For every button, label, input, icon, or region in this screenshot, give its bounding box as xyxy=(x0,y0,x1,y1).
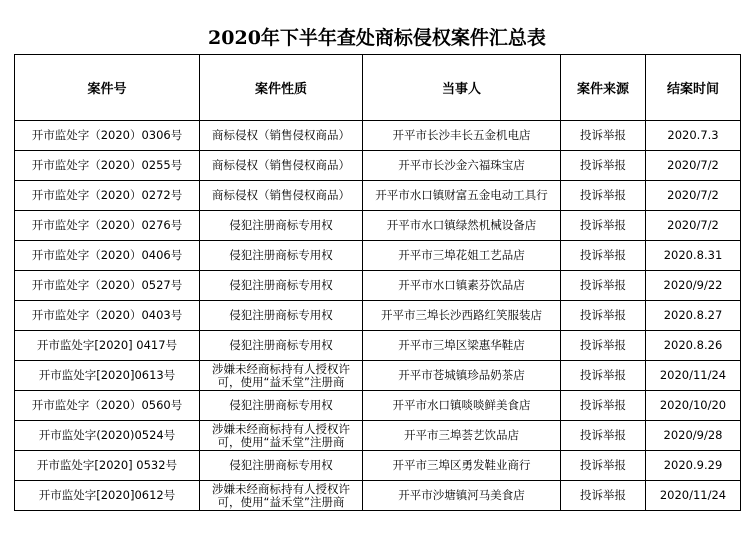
header-case-nature: 案件性质 xyxy=(200,55,363,121)
cell-case-nature: 侵犯注册商标专用权 xyxy=(200,241,363,271)
cell-close-date: 2020.8.26 xyxy=(646,331,741,361)
header-case-no: 案件号 xyxy=(15,55,200,121)
cell-case-no: 开市监处字（2020）0406号 xyxy=(15,241,200,271)
cell-case-no: 开市监处字（2020）0527号 xyxy=(15,271,200,301)
cell-case-source: 投诉举报 xyxy=(561,271,646,301)
cell-case-nature: 侵犯注册商标专用权 xyxy=(200,331,363,361)
cell-party: 开平市三埠区勇发鞋业商行 xyxy=(363,451,561,481)
cell-party: 开平市长沙丰长五金机电店 xyxy=(363,121,561,151)
cell-close-date: 2020/9/28 xyxy=(646,421,741,451)
cell-case-no: 开市监处字[2020] 0417号 xyxy=(15,331,200,361)
cell-case-nature: 涉嫌未经商标持有人授权许可，使用“益禾堂”注册商 xyxy=(200,421,363,451)
header-close-date: 结案时间 xyxy=(646,55,741,121)
table-row xyxy=(15,241,741,271)
cell-case-no: 开市监处字（2020）0276号 xyxy=(15,211,200,241)
cell-close-date: 2020/7/2 xyxy=(646,151,741,181)
cell-case-source: 投诉举报 xyxy=(561,361,646,391)
cell-party: 开平市水口镇素芬饮品店 xyxy=(363,271,561,301)
cell-case-no: 开市监处字（2020）0272号 xyxy=(15,181,200,211)
cell-case-source: 投诉举报 xyxy=(561,391,646,421)
cell-case-nature: 涉嫌未经商标持有人授权许可，使用“益禾堂”注册商 xyxy=(200,361,363,391)
cell-close-date: 2020.8.31 xyxy=(646,241,741,271)
cell-close-date: 2020/10/20 xyxy=(646,391,741,421)
cell-case-nature: 侵犯注册商标专用权 xyxy=(200,451,363,481)
case-summary-table xyxy=(14,54,741,511)
cell-case-source: 投诉举报 xyxy=(561,451,646,481)
cell-party: 开平市水口镇啖啖鲜美食店 xyxy=(363,391,561,421)
cell-case-no: 开市监处字(2020)0524号 xyxy=(15,421,200,451)
table-row xyxy=(15,181,741,211)
cell-case-nature: 商标侵权（销售侵权商品） xyxy=(200,151,363,181)
cell-case-nature: 侵犯注册商标专用权 xyxy=(200,301,363,331)
cell-party: 开平市长沙金六福珠宝店 xyxy=(363,151,561,181)
cell-close-date: 2020/7/2 xyxy=(646,211,741,241)
cell-close-date: 2020.8.27 xyxy=(646,301,741,331)
table-row xyxy=(15,391,741,421)
cell-party: 开平市水口镇绿然机械设备店 xyxy=(363,211,561,241)
table-row xyxy=(15,451,741,481)
table-row xyxy=(15,121,741,151)
table-row xyxy=(15,301,741,331)
table-row xyxy=(15,331,741,361)
table-row xyxy=(15,361,741,391)
table-row xyxy=(15,421,741,451)
cell-party: 开平市水口镇财富五金电动工具行 xyxy=(363,181,561,211)
cell-case-no: 开市监处字[2020]0613号 xyxy=(15,361,200,391)
cell-case-nature: 侵犯注册商标专用权 xyxy=(200,211,363,241)
header-case-source: 案件来源 xyxy=(561,55,646,121)
cell-close-date: 2020/7/2 xyxy=(646,181,741,211)
cell-close-date: 2020/9/22 xyxy=(646,271,741,301)
cell-case-source: 投诉举报 xyxy=(561,331,646,361)
cell-case-source: 投诉举报 xyxy=(561,241,646,271)
cell-case-no: 开市监处字（2020）0560号 xyxy=(15,391,200,421)
cell-party: 开平市三埠荟艺饮品店 xyxy=(363,421,561,451)
cell-close-date: 2020/11/24 xyxy=(646,481,741,511)
cell-case-no: 开市监处字[2020]0612号 xyxy=(15,481,200,511)
cell-case-nature: 涉嫌未经商标持有人授权许可，使用“益禾堂”注册商 xyxy=(200,481,363,511)
cell-case-source: 投诉举报 xyxy=(561,121,646,151)
cell-party: 开平市三埠区梁惠华鞋店 xyxy=(363,331,561,361)
cell-case-source: 投诉举报 xyxy=(561,421,646,451)
cell-party: 开平市沙塘镇河马美食店 xyxy=(363,481,561,511)
cell-case-no: 开市监处字（2020）0255号 xyxy=(15,151,200,181)
table-row xyxy=(15,271,741,301)
cell-case-nature: 商标侵权（销售侵权商品） xyxy=(200,121,363,151)
table-row xyxy=(15,151,741,181)
cell-case-nature: 商标侵权（销售侵权商品） xyxy=(200,181,363,211)
table-row xyxy=(15,211,741,241)
cell-close-date: 2020.9.29 xyxy=(646,451,741,481)
cell-case-nature: 侵犯注册商标专用权 xyxy=(200,271,363,301)
page-title: 2020年下半年查处商标侵权案件汇总表 xyxy=(208,27,546,49)
cell-case-source: 投诉举报 xyxy=(561,301,646,331)
cell-case-no: 开市监处字[2020] 0532号 xyxy=(15,451,200,481)
cell-party: 开平市三埠花姐工艺品店 xyxy=(363,241,561,271)
cell-case-source: 投诉举报 xyxy=(561,151,646,181)
cell-party: 开平市苍城镇珍品奶茶店 xyxy=(363,361,561,391)
table-header-row xyxy=(15,55,741,121)
cell-case-source: 投诉举报 xyxy=(561,481,646,511)
cell-case-source: 投诉举报 xyxy=(561,211,646,241)
cell-case-no: 开市监处字（2020）0306号 xyxy=(15,121,200,151)
cell-party: 开平市三埠长沙西路红笑服装店 xyxy=(363,301,561,331)
header-party: 当事人 xyxy=(363,55,561,121)
cell-close-date: 2020.7.3 xyxy=(646,121,741,151)
cell-close-date: 2020/11/24 xyxy=(646,361,741,391)
cell-case-no: 开市监处字（2020）0403号 xyxy=(15,301,200,331)
table-row xyxy=(15,481,741,511)
cell-case-source: 投诉举报 xyxy=(561,181,646,211)
cell-case-nature: 侵犯注册商标专用权 xyxy=(200,391,363,421)
